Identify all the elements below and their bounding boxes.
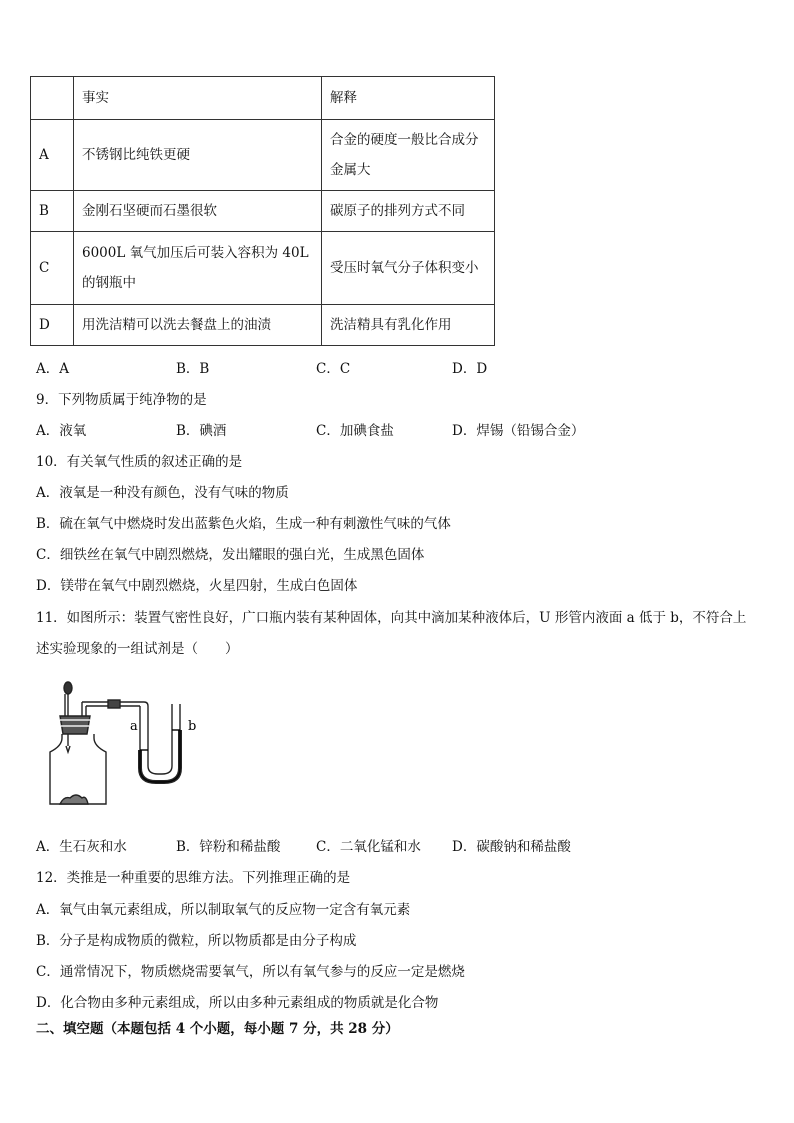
q9-stem: 9．下列物质属于纯净物的是 xyxy=(36,392,207,408)
row-explain xyxy=(322,120,495,191)
header-cell xyxy=(31,77,74,120)
option-d[interactable]: D．焊锡（铅锡合金） xyxy=(452,423,585,439)
row-fact: 用洗洁精可以洗去餐盘上的油渍 xyxy=(74,305,322,346)
table-row xyxy=(31,120,495,191)
header-cell-fact: 事实 xyxy=(74,77,322,120)
row-fact-line: 的钢瓶中 xyxy=(82,275,136,291)
row-fact-line: 6000L 氧气加压后可装入容积为 40L xyxy=(82,245,309,261)
section-title: 二、填空题（本题包括 4 个小题，每小题 7 分，共 28 分） xyxy=(36,1021,399,1037)
option-b[interactable]: B．B xyxy=(176,361,210,377)
option-c[interactable]: C．C xyxy=(316,361,351,377)
row-explain: 洗洁精具有乳化作用 xyxy=(322,305,495,346)
option-a[interactable]: A．液氧 xyxy=(36,423,87,439)
q11-stem-line: 述实验现象的一组试剂是（ ） xyxy=(36,641,239,657)
q8-table xyxy=(30,76,495,346)
label-a: a xyxy=(130,719,138,734)
row-label: B xyxy=(31,191,74,232)
option-b[interactable]: B．锌粉和稀盐酸 xyxy=(176,839,281,855)
row-explain: 受压时氧气分子体积变小 xyxy=(322,232,495,305)
row-label: C xyxy=(31,232,74,305)
option-d[interactable]: D．化合物由多种元素组成，所以由多种元素组成的物质就是化合物 xyxy=(36,995,439,1011)
option-c[interactable]: C．通常情况下，物质燃烧需要氧气，所以有氧气参与的反应一定是燃烧 xyxy=(36,964,465,980)
apparatus-figure xyxy=(38,680,208,810)
row-label: A xyxy=(31,120,74,191)
row-fact: 金刚石坚硬而石墨很软 xyxy=(74,191,322,232)
row-explain: 碳原子的排列方式不同 xyxy=(322,191,495,232)
label-b: b xyxy=(188,719,197,734)
option-b[interactable]: B．碘酒 xyxy=(176,423,227,439)
option-a[interactable]: A．氧气由氧元素组成，所以制取氧气的反应物一定含有氧元素 xyxy=(36,902,411,918)
q11-stem-line: 11．如图所示：装置气密性良好，广口瓶内装有某种固体，向其中滴加某种液体后，U 形管内液面 a 低于 b，不符合上 xyxy=(36,610,747,626)
row-label: D xyxy=(31,305,74,346)
option-c[interactable]: C．二氧化锰和水 xyxy=(316,839,421,855)
option-b[interactable]: B．硫在氧气中燃烧时发出蓝紫色火焰，生成一种有刺激性气味的气体 xyxy=(36,516,451,532)
option-b[interactable]: B．分子是构成物质的微粒，所以物质都是由分子构成 xyxy=(36,933,357,949)
row-fact xyxy=(74,232,322,305)
q12-stem: 12．类推是一种重要的思维方法。下列推理正确的是 xyxy=(36,870,351,886)
option-a[interactable]: A．生石灰和水 xyxy=(36,839,127,855)
option-d[interactable]: D．镁带在氧气中剧烈燃烧，火星四射，生成白色固体 xyxy=(36,578,358,594)
table-row xyxy=(31,305,495,346)
option-d[interactable]: D．D xyxy=(452,361,488,377)
option-c[interactable]: C．细铁丝在氧气中剧烈燃烧，发出耀眼的强白光，生成黑色固体 xyxy=(36,547,425,563)
table-row xyxy=(31,232,495,305)
row-explain-line: 金属大 xyxy=(330,162,371,178)
option-c[interactable]: C．加碘食盐 xyxy=(316,423,394,439)
option-a[interactable]: A．A xyxy=(36,361,69,377)
row-explain-line: 合金的硬度一般比合成分 xyxy=(330,132,479,148)
header-cell-explain: 解释 xyxy=(322,77,495,120)
option-a[interactable]: A．液氧是一种没有颜色，没有气味的物质 xyxy=(36,485,289,501)
table-row xyxy=(31,191,495,232)
option-d[interactable]: D．碳酸钠和稀盐酸 xyxy=(452,839,571,855)
row-fact: 不锈钢比纯铁更硬 xyxy=(74,120,322,191)
table-header-row xyxy=(31,77,495,120)
q10-stem: 10．有关氧气性质的叙述正确的是 xyxy=(36,454,243,470)
